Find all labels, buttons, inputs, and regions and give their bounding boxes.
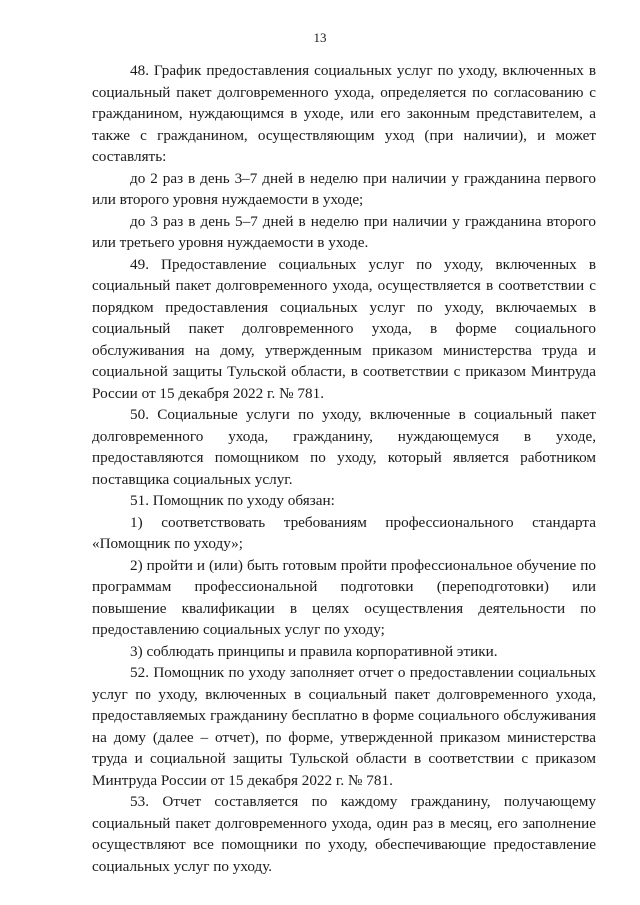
paragraph-50: 50. Социальные услуги по уходу, включенные в социальный пакет долговременного ухода, гражданину, нуждающемуся в уходе, предоставляются помощником по уходу, который является работником поставщика социальных услуг. [92,406,596,488]
paragraph-49: 49. Предоставление социальных услуг по уходу, включенных в социальный пакет долговременного ухода, осуществляется в соответствии с порядком предоставления социальных услуг по уходу, включаемых в социальный пакет долговременного ухода, в форме социального обслуживания на дому, утвержденным приказом министерства труда и социальной защиты Тульской области, в соответствии с приказом Минтруда России от 15 декабря 2022 г. № 781. [92,255,596,402]
paragraph-51-item-3: 3) соблюдать принципы и правила корпоративной этики. [130,642,498,660]
paragraph-52: 52. Помощник по уходу заполняет отчет о предоставлении социальных услуг по уходу, включенных в социальный пакет долговременного ухода, предоставляемых гражданину бесплатно в форме социального обслуживания на дому (далее – отчет), по форме, утвержденной приказом министерства труда и социальной защиты Тульской области в соответствии с приказом Минтруда России от 15 декабря 2022 г. № 781. [92,664,596,789]
document-body [92,60,596,877]
paragraph-51-item-2: 2) пройти и (или) быть готовым пройти профессиональное обучение по программам профессиональной подготовки (переподготовки) или повышение квалификации в целях осуществления деятельности по предоставлению социальных услуг по уходу; [92,556,596,638]
paragraph-51-item-1: 1) соответствовать требованиям профессионального стандарта «Помощник по уходу»; [92,513,596,552]
paragraph-51: 51. Помощник по уходу обязан: [130,492,335,509]
paragraph-48: 48. График предоставления социальных услуг по уходу, включенных в социальный пакет долговременного ухода, определяется по согласованию с гражданином, нуждающимся в уходе, или его законным представителем, а также с гражданином, осуществляющим уход (при наличии), и может составлять: [92,62,596,165]
paragraph-48-schedule-2: до 3 раз в день 5–7 дней в неделю при наличии у гражданина второго или третьего уровня нуждаемости в уходе. [92,212,596,251]
page-number: 13 [313,30,327,45]
paragraph-53: 53. Отчет составляется по каждому гражданину, получающему социальный пакет долговременного ухода, один раз в месяц, его заполнение осуществляют все помощники по уходу, обеспечивающие предоставление социальных услуг по уходу. [92,793,596,875]
paragraph-48-schedule-1: до 2 раз в день 3–7 дней в неделю при наличии у гражданина первого или второго уровня нуждаемости в уходе; [92,169,596,208]
